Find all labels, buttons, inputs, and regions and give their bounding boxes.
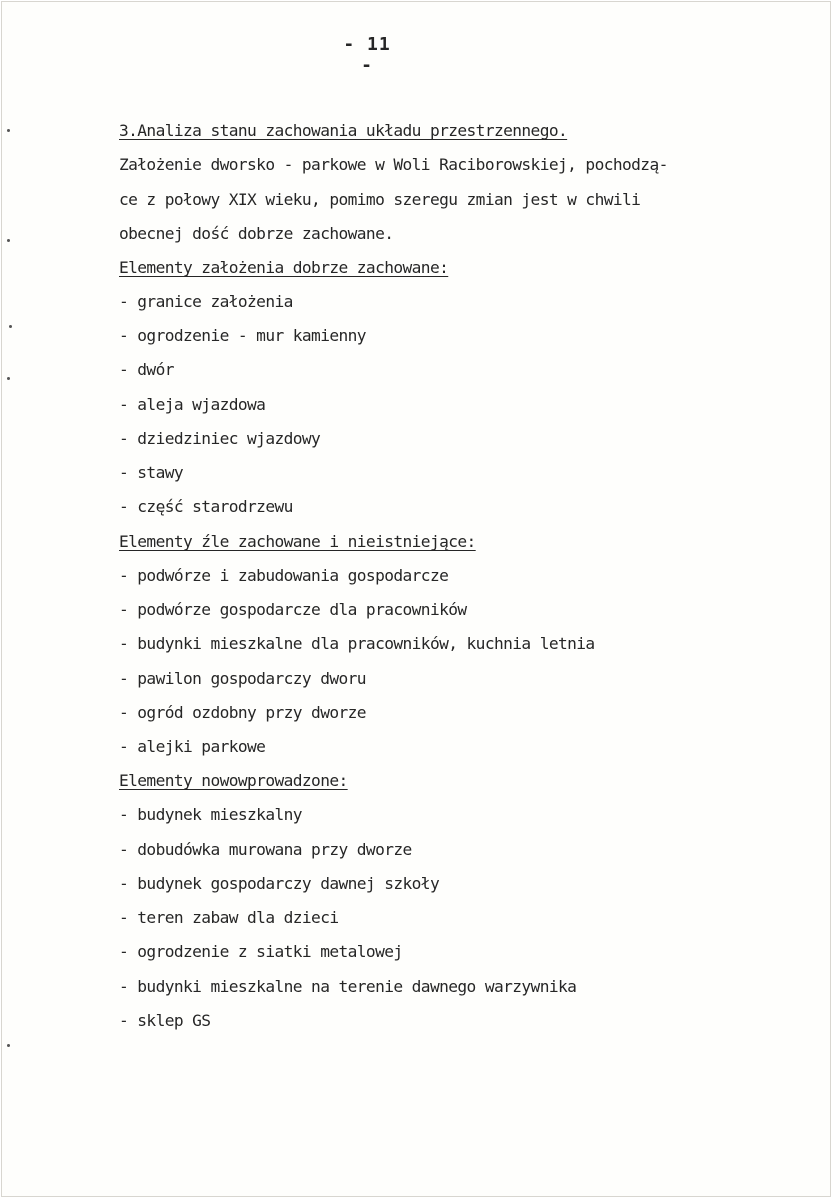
scan-speck (7, 1044, 10, 1047)
list-item: - dwór (119, 360, 174, 379)
list-item: - podwórze gospodarcze dla pracowników (119, 600, 467, 619)
list-item: - budynek mieszkalny (119, 805, 302, 824)
list-item: - stawy (119, 463, 184, 482)
list-item: - podwórze i zabudowania gospodarcze (119, 566, 449, 585)
scan-speck (7, 129, 10, 132)
scan-speck (7, 239, 10, 242)
scan-speck (7, 377, 10, 380)
section-title: 3.Analiza stanu zachowania układu przestrzennego. (119, 121, 568, 140)
list-item: - aleja wjazdowa (119, 395, 266, 414)
intro-line: ce z połowy XIX wieku, pomimo szeregu zmian jest w chwili (119, 190, 641, 209)
group-heading-newly-introduced: Elementy nowowprowadzone: (119, 771, 348, 790)
list-item: - granice założenia (119, 292, 293, 311)
list-item: - budynki mieszkalne na terenie dawnego warzywnika (119, 977, 577, 996)
list-item: - sklep GS (119, 1011, 211, 1030)
list-item: - ogrodzenie - mur kamienny (119, 326, 366, 345)
document-page (1, 1, 831, 1197)
page-number: - 11 - (343, 34, 391, 76)
list-item: - dziedziniec wjazdowy (119, 429, 321, 448)
group-heading-well-preserved: Elementy założenia dobrze zachowane: (119, 258, 449, 277)
list-item: - dobudówka murowana przy dworze (119, 840, 412, 859)
list-item: - ogrodzenie z siatki metalowej (119, 942, 403, 961)
list-item: - budynki mieszkalne dla pracowników, kuchnia letnia (119, 634, 595, 653)
list-item: - teren zabaw dla dzieci (119, 908, 339, 927)
intro-line: Założenie dworsko - parkowe w Woli Raciborowskiej, pochodzą- (119, 155, 668, 174)
list-item: - ogród ozdobny przy dworze (119, 703, 366, 722)
intro-line: obecnej dość dobrze zachowane. (119, 224, 394, 243)
group-heading-poorly-preserved: Elementy źle zachowane i nieistniejące: (119, 532, 476, 551)
list-item: - część starodrzewu (119, 497, 293, 516)
scan-speck (9, 325, 12, 328)
list-item: - alejki parkowe (119, 737, 266, 756)
list-item: - pawilon gospodarczy dworu (119, 669, 366, 688)
list-item: - budynek gospodarczy dawnej szkoły (119, 874, 440, 893)
